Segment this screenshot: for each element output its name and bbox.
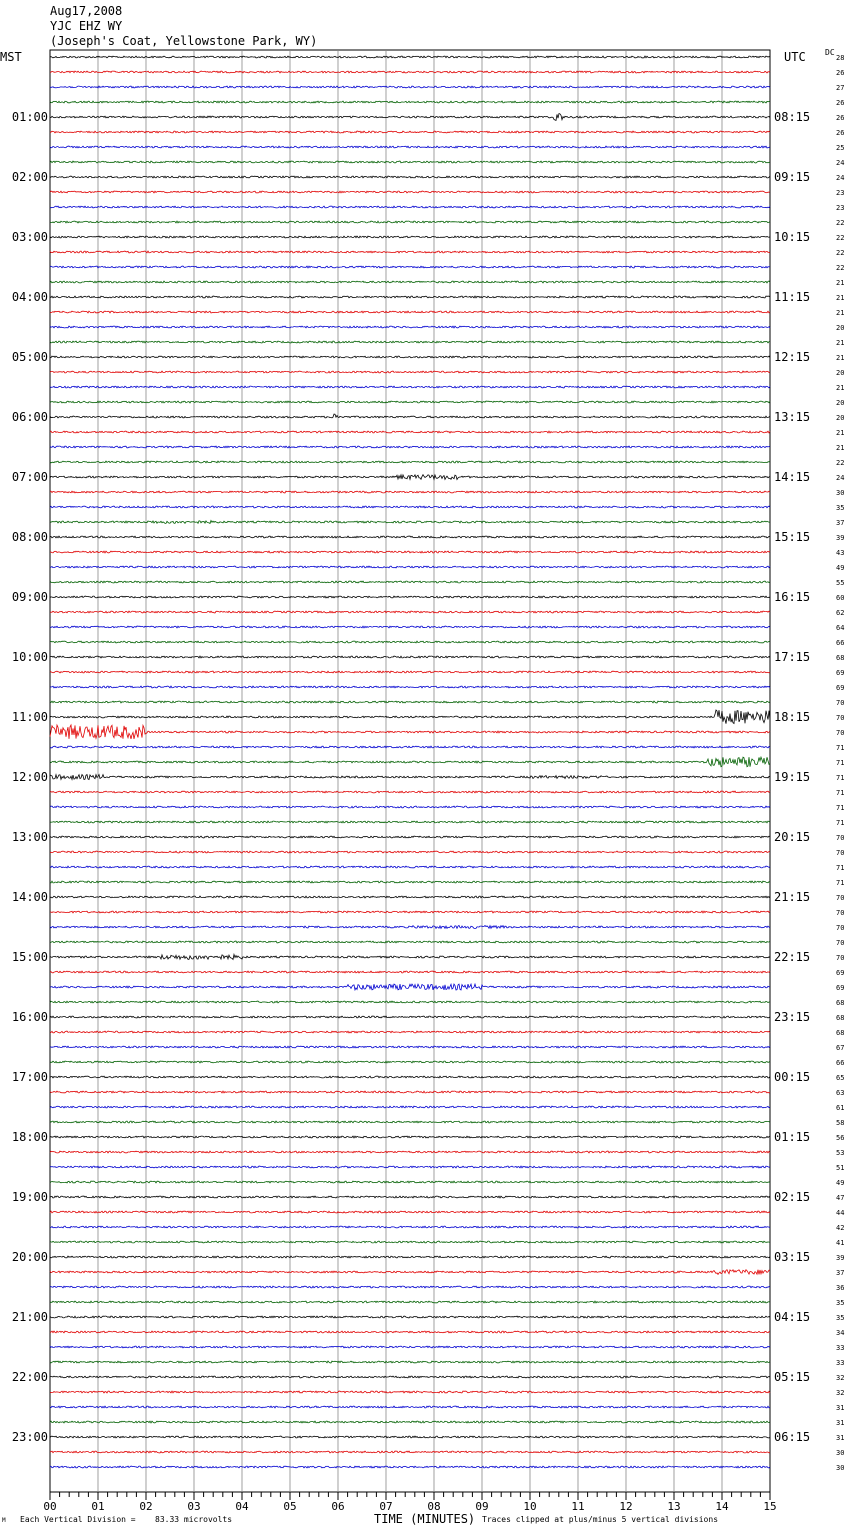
seismic-trace	[50, 611, 770, 613]
seismic-trace	[50, 1151, 770, 1153]
dc-offset-label: 70	[836, 699, 845, 707]
right-hour-label: 10:15	[774, 230, 811, 244]
seismic-trace	[50, 1346, 770, 1348]
seismic-trace	[50, 881, 770, 883]
dc-offset-label: 26	[836, 129, 845, 137]
seismic-trace	[50, 806, 770, 808]
seismic-trace	[50, 1421, 770, 1423]
seismic-trace	[50, 206, 770, 208]
dc-offset-label: 23	[836, 204, 845, 212]
left-hour-label: 13:00	[11, 830, 48, 844]
station-code: YJC EHZ WY	[50, 19, 123, 33]
dc-offset-label: 33	[836, 1344, 845, 1352]
dc-offset-label: 47	[836, 1194, 845, 1202]
dc-offset-label: 20	[836, 414, 845, 422]
seismic-trace	[50, 1211, 770, 1213]
dc-offset-label: 41	[836, 1239, 845, 1247]
dc-offset-label: 30	[836, 1464, 845, 1472]
seismic-trace	[50, 1031, 770, 1033]
dc-offset-label: 26	[836, 69, 845, 77]
right-hour-label: 02:15	[774, 1190, 811, 1204]
left-hour-label: 09:00	[11, 590, 48, 604]
dc-offset-label: 35	[836, 504, 845, 512]
dc-offset-label: 71	[836, 819, 845, 827]
seismic-trace	[50, 431, 770, 433]
dc-offset-label: 70	[836, 909, 845, 917]
dc-offset-label: 71	[836, 804, 845, 812]
right-timezone-label: UTC	[784, 50, 806, 64]
dc-offset-label: 71	[836, 864, 845, 872]
right-hour-label: 13:15	[774, 410, 811, 424]
seismic-trace	[50, 131, 770, 133]
seismic-trace	[50, 1436, 770, 1438]
seismic-trace	[50, 146, 770, 148]
seismic-trace	[50, 251, 770, 253]
dc-offset-label: 32	[836, 1374, 845, 1382]
left-hour-label: 20:00	[11, 1250, 48, 1264]
seismic-trace	[50, 1451, 770, 1453]
dc-offset-label: 31	[836, 1404, 845, 1412]
dc-offset-label: 70	[836, 849, 845, 857]
dc-offset-label: 39	[836, 534, 845, 542]
seismic-trace	[50, 1286, 770, 1288]
dc-offset-label: 70	[836, 924, 845, 932]
dc-offset-label: 55	[836, 579, 845, 587]
dc-offset-label: 64	[836, 624, 845, 632]
seismic-trace	[50, 386, 770, 388]
seismic-trace	[50, 851, 770, 853]
dc-offset-label: 23	[836, 189, 845, 197]
seismic-trace	[50, 341, 770, 343]
seismic-trace	[50, 1316, 770, 1318]
seismic-trace	[50, 475, 770, 480]
dc-offset-label: 30	[836, 1449, 845, 1457]
x-tick-label: 00	[43, 1500, 57, 1513]
right-hour-label: 05:15	[774, 1370, 811, 1384]
seismic-trace	[50, 356, 770, 358]
seismic-trace	[50, 296, 770, 298]
dc-offset-label: 61	[836, 1104, 845, 1112]
dc-offset-label: 71	[836, 744, 845, 752]
seismic-trace	[50, 626, 770, 628]
right-hour-label: 23:15	[774, 1010, 811, 1024]
seismic-trace	[50, 1001, 770, 1003]
right-hour-label: 21:15	[774, 890, 811, 904]
seismic-trace	[50, 71, 770, 73]
right-hour-label: 12:15	[774, 350, 811, 364]
left-hour-label: 06:00	[11, 410, 48, 424]
seismic-trace	[50, 746, 770, 748]
seismic-trace	[50, 1046, 770, 1048]
left-hour-label: 17:00	[11, 1070, 48, 1084]
dc-offset-label: 66	[836, 1059, 845, 1067]
dc-offset-label: 21	[836, 294, 845, 302]
seismic-trace	[50, 281, 770, 283]
dc-offset-label: 22	[836, 234, 845, 242]
seismic-trace	[50, 641, 770, 643]
dc-offset-label: 25	[836, 144, 845, 152]
dc-offset-label: 22	[836, 249, 845, 257]
seismic-trace	[50, 671, 770, 673]
dc-offset-label: 33	[836, 1359, 845, 1367]
dc-offset-label: 71	[836, 789, 845, 797]
dc-offset-label: 22	[836, 459, 845, 467]
seismic-trace	[50, 176, 770, 178]
dc-offset-label: 22	[836, 264, 845, 272]
seismic-trace	[50, 596, 770, 598]
seismic-trace	[50, 191, 770, 193]
dc-offset-label: 31	[836, 1419, 845, 1427]
plot-frame	[50, 50, 770, 1492]
seismic-trace	[50, 1376, 770, 1378]
dc-offset-label: 53	[836, 1149, 845, 1157]
right-hour-label: 17:15	[774, 650, 811, 664]
dc-offset-label: 20	[836, 399, 845, 407]
dc-offset-label: 60	[836, 594, 845, 602]
left-hour-label: 10:00	[11, 650, 48, 664]
dc-offset-label: 68	[836, 1029, 845, 1037]
x-tick-label: 07	[379, 1500, 393, 1513]
dc-offset-label: 56	[836, 1134, 845, 1142]
dc-offset-label: 49	[836, 564, 845, 572]
seismic-trace	[50, 1331, 770, 1333]
dc-offset-label: 21	[836, 309, 845, 317]
dc-offset-label: 68	[836, 654, 845, 662]
x-tick-label: 08	[427, 1500, 441, 1513]
dc-offset-label: 70	[836, 954, 845, 962]
right-hour-label: 00:15	[774, 1070, 811, 1084]
right-hour-label: 20:15	[774, 830, 811, 844]
dc-offset-label: 35	[836, 1314, 845, 1322]
left-timezone-label: MST	[0, 50, 22, 64]
seismic-trace	[50, 1226, 770, 1228]
seismic-trace	[50, 1016, 770, 1018]
corner-mark: M	[2, 1517, 6, 1524]
dc-offset-label: 69	[836, 684, 845, 692]
dc-offset-label: 70	[836, 729, 845, 737]
right-hour-label: 01:15	[774, 1130, 811, 1144]
seismic-trace	[50, 236, 770, 238]
x-tick-label: 15	[763, 1500, 777, 1513]
dc-offset-label: 44	[836, 1209, 845, 1217]
dc-offset-label: 27	[836, 84, 845, 92]
right-hour-label: 06:15	[774, 1430, 811, 1444]
seismic-trace	[50, 1466, 770, 1468]
seismic-trace	[50, 1181, 770, 1183]
seismic-trace	[50, 866, 770, 868]
left-hour-label: 19:00	[11, 1190, 48, 1204]
right-hour-label: 16:15	[774, 590, 811, 604]
dc-offset-label: 71	[836, 879, 845, 887]
seismic-trace	[50, 757, 770, 767]
dc-offset-label: 42	[836, 1224, 845, 1232]
dc-offset-label: 30	[836, 489, 845, 497]
seismic-trace	[50, 446, 770, 448]
x-tick-label: 03	[187, 1500, 201, 1513]
right-hour-label: 14:15	[774, 470, 811, 484]
dc-offset-label: 21	[836, 429, 845, 437]
clip-note: Traces clipped at plus/minus 5 vertical divisions	[482, 1515, 719, 1524]
seismic-trace	[50, 506, 770, 508]
dc-offset-label: 36	[836, 1284, 845, 1292]
dc-offset-label: 24	[836, 474, 845, 482]
left-hour-label: 03:00	[11, 230, 48, 244]
dc-offset-label: 63	[836, 1089, 845, 1097]
dc-offset-label: 22	[836, 219, 845, 227]
dc-offset-label: 62	[836, 609, 845, 617]
right-hour-label: 18:15	[774, 710, 811, 724]
dc-offset-header: DC	[825, 48, 835, 57]
dc-offset-label: 21	[836, 339, 845, 347]
dc-offset-label: 32	[836, 1389, 845, 1397]
dc-offset-label: 70	[836, 714, 845, 722]
seismic-trace	[50, 775, 770, 780]
seismic-trace	[50, 1136, 770, 1138]
x-tick-label: 13	[667, 1500, 681, 1513]
x-tick-label: 11	[571, 1500, 585, 1513]
right-hour-label: 03:15	[774, 1250, 811, 1264]
scale-value: 83.33 microvolts	[155, 1515, 233, 1524]
left-hour-label: 14:00	[11, 890, 48, 904]
left-hour-label: 23:00	[11, 1430, 48, 1444]
left-hour-label: 07:00	[11, 470, 48, 484]
seismic-trace	[50, 491, 770, 493]
seismic-trace	[50, 926, 770, 929]
seismic-trace	[50, 1106, 770, 1108]
seismic-trace	[50, 1256, 770, 1258]
right-hour-label: 19:15	[774, 770, 811, 784]
seismic-trace	[50, 791, 770, 793]
seismic-trace	[50, 581, 770, 583]
seismic-trace	[50, 311, 770, 313]
dc-offset-label: 21	[836, 444, 845, 452]
dc-offset-label: 21	[836, 354, 845, 362]
dc-offset-label: 69	[836, 984, 845, 992]
seismic-trace	[50, 941, 770, 943]
dc-offset-label: 71	[836, 759, 845, 767]
left-hour-label: 16:00	[11, 1010, 48, 1024]
seismic-trace	[50, 1406, 770, 1408]
dc-offset-label: 37	[836, 1269, 845, 1277]
dc-offset-label: 67	[836, 1044, 845, 1052]
seismic-trace	[50, 551, 770, 553]
dc-offset-label: 20	[836, 369, 845, 377]
seismic-trace	[50, 56, 770, 58]
seismic-trace	[50, 955, 770, 960]
x-axis-label: TIME (MINUTES)	[374, 1512, 476, 1526]
seismic-trace	[50, 1091, 770, 1093]
seismic-trace	[50, 1076, 770, 1078]
dc-offset-label: 43	[836, 549, 845, 557]
seismic-trace	[50, 686, 770, 688]
dc-offset-label: 65	[836, 1074, 845, 1082]
seismic-trace	[50, 461, 770, 463]
right-hour-label: 22:15	[774, 950, 811, 964]
dc-offset-label: 31	[836, 1434, 845, 1442]
x-tick-label: 09	[475, 1500, 489, 1513]
seismic-trace	[50, 1361, 770, 1363]
seismic-trace	[50, 725, 770, 739]
dc-offset-label: 51	[836, 1164, 845, 1172]
right-hour-label: 11:15	[774, 290, 811, 304]
dc-offset-label: 26	[836, 99, 845, 107]
left-hour-label: 15:00	[11, 950, 48, 964]
right-hour-label: 15:15	[774, 530, 811, 544]
dc-offset-label: 66	[836, 639, 845, 647]
x-tick-label: 01	[91, 1500, 105, 1513]
seismic-trace	[50, 536, 770, 538]
seismic-trace	[50, 566, 770, 568]
dc-offset-label: 34	[836, 1329, 845, 1337]
dc-offset-label: 70	[836, 894, 845, 902]
left-hour-label: 22:00	[11, 1370, 48, 1384]
left-hour-label: 12:00	[11, 770, 48, 784]
right-hour-label: 08:15	[774, 110, 811, 124]
seismic-trace	[50, 984, 770, 990]
left-hour-label: 21:00	[11, 1310, 48, 1324]
seismic-trace	[50, 521, 770, 524]
dc-offset-label: 69	[836, 669, 845, 677]
seismic-trace	[50, 836, 770, 838]
scale-label: Each Vertical Division =	[20, 1515, 136, 1524]
seismic-trace	[50, 1196, 770, 1198]
dc-offset-label: 39	[836, 1254, 845, 1262]
left-hour-label: 02:00	[11, 170, 48, 184]
x-tick-label: 12	[619, 1500, 633, 1513]
seismic-trace	[50, 114, 770, 121]
right-hour-label: 04:15	[774, 1310, 811, 1324]
seismic-trace	[50, 656, 770, 658]
x-tick-label: 14	[715, 1500, 729, 1513]
dc-offset-label: 71	[836, 774, 845, 782]
seismic-trace	[50, 1166, 770, 1168]
dc-offset-label: 21	[836, 279, 845, 287]
station-location: (Joseph's Coat, Yellowstone Park, WY)	[50, 34, 318, 48]
dc-offset-label: 69	[836, 969, 845, 977]
left-hour-label: 18:00	[11, 1130, 48, 1144]
seismic-trace	[50, 1121, 770, 1123]
left-hour-label: 04:00	[11, 290, 48, 304]
seismic-trace	[50, 1061, 770, 1063]
right-hour-label: 09:15	[774, 170, 811, 184]
seismic-trace	[50, 710, 770, 724]
dc-offset-label: 24	[836, 174, 845, 182]
dc-offset-label: 49	[836, 1179, 845, 1187]
dc-offset-label: 70	[836, 834, 845, 842]
x-tick-label: 10	[523, 1500, 537, 1513]
seismic-trace	[50, 1301, 770, 1303]
seismic-trace	[50, 266, 770, 268]
seismic-trace	[50, 371, 770, 373]
dc-offset-label: 68	[836, 1014, 845, 1022]
left-hour-label: 01:00	[11, 110, 48, 124]
left-hour-label: 08:00	[11, 530, 48, 544]
seismic-trace	[50, 414, 770, 418]
x-tick-label: 04	[235, 1500, 249, 1513]
dc-offset-label: 28	[836, 54, 845, 62]
dc-offset-label: 58	[836, 1119, 845, 1127]
dc-offset-label: 21	[836, 384, 845, 392]
left-hour-label: 11:00	[11, 710, 48, 724]
seismic-trace	[50, 971, 770, 973]
seismic-trace	[50, 86, 770, 88]
seismic-trace	[50, 326, 770, 328]
left-hour-label: 05:00	[11, 350, 48, 364]
seismic-trace	[50, 221, 770, 223]
dc-offset-label: 68	[836, 999, 845, 1007]
seismic-trace	[50, 1391, 770, 1393]
dc-offset-label: 35	[836, 1299, 845, 1307]
x-tick-label: 02	[139, 1500, 153, 1513]
dc-offset-label: 26	[836, 114, 845, 122]
seismic-trace	[50, 401, 770, 403]
seismic-trace	[50, 1270, 770, 1275]
dc-offset-label: 37	[836, 519, 845, 527]
seismic-trace	[50, 101, 770, 103]
seismic-trace	[50, 896, 770, 898]
x-tick-label: 05	[283, 1500, 297, 1513]
seismic-trace	[50, 701, 770, 703]
x-tick-label: 06	[331, 1500, 345, 1513]
dc-offset-label: 70	[836, 939, 845, 947]
seismic-trace	[50, 161, 770, 163]
dc-offset-label: 24	[836, 159, 845, 167]
seismic-trace	[50, 1241, 770, 1243]
seismic-trace	[50, 911, 770, 913]
dc-offset-label: 20	[836, 324, 845, 332]
seismic-trace	[50, 821, 770, 823]
plot-date: Aug17,2008	[50, 4, 123, 18]
